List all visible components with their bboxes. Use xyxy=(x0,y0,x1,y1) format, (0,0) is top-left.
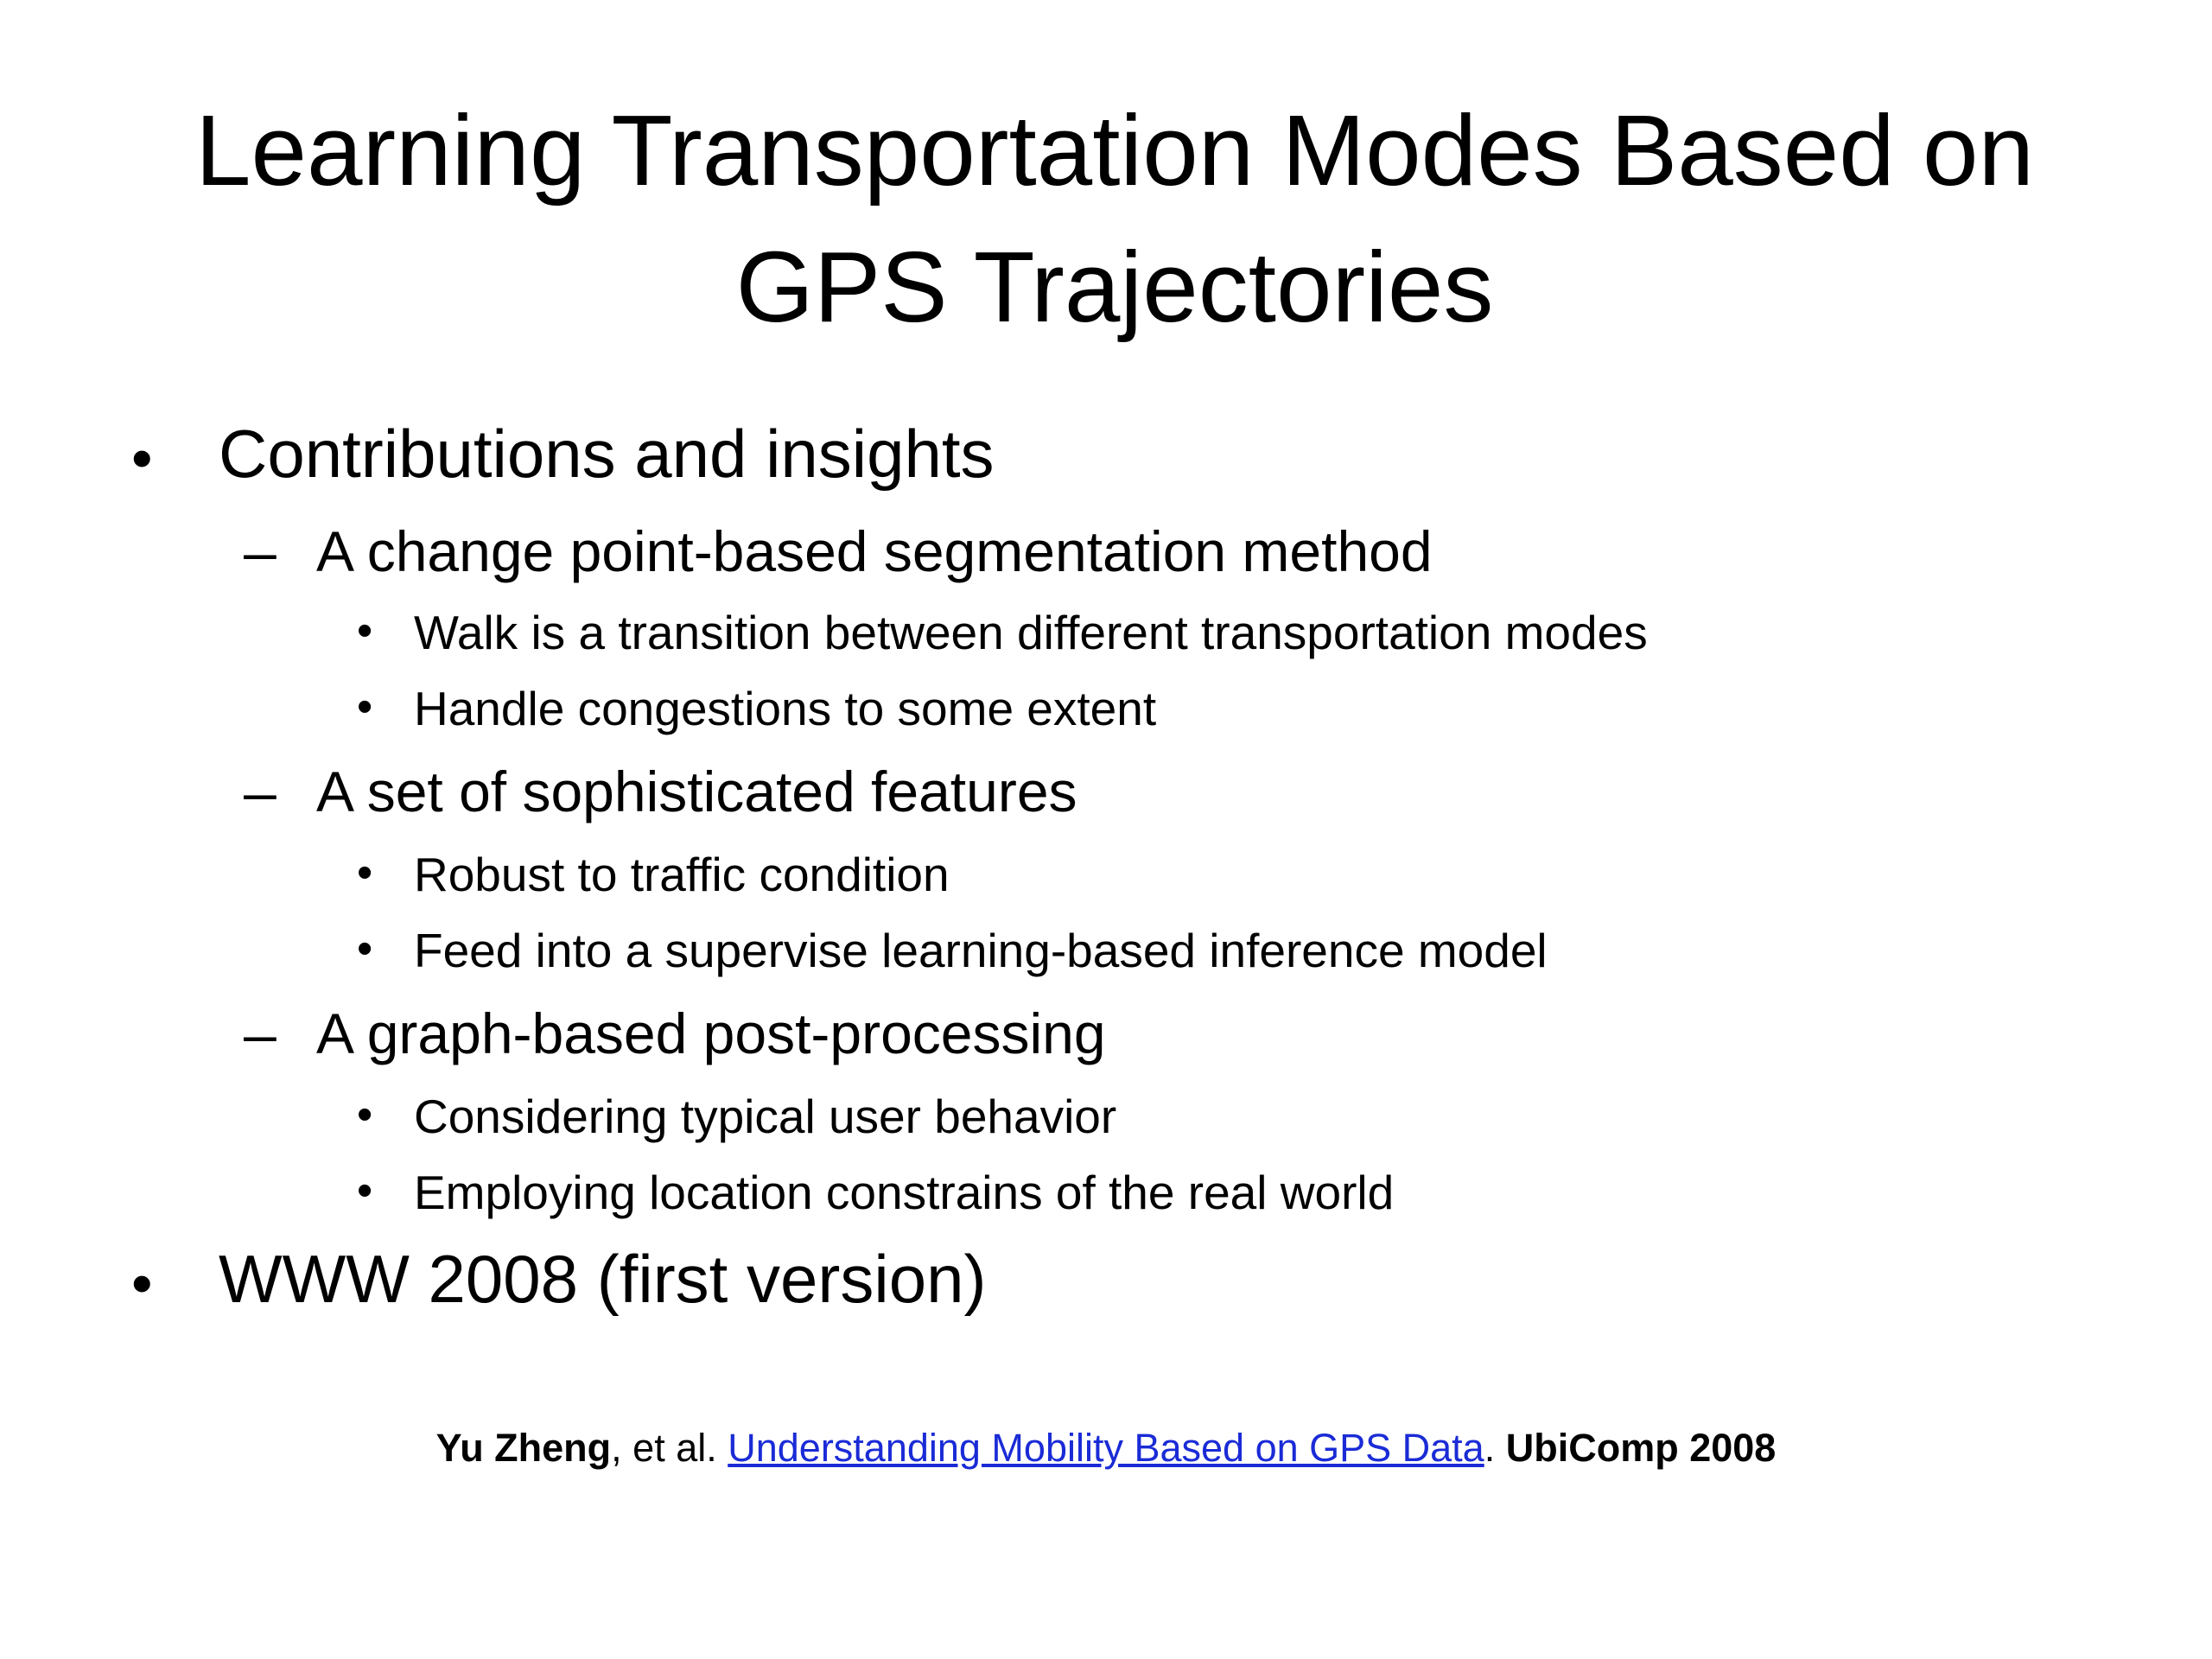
bullet-text: Walk is a transition between different transportation modes xyxy=(414,606,1648,659)
citation-separator: . xyxy=(1484,1426,1506,1470)
citation-venue: UbiComp 2008 xyxy=(1505,1426,1777,1470)
bullet-marker: • xyxy=(357,1166,373,1216)
citation xyxy=(0,1426,2212,1471)
bullet-text: Employing location constrains of the real world xyxy=(414,1166,1395,1219)
bullet-text: A graph-based post-processing xyxy=(316,1001,1106,1065)
bullet-marker: • xyxy=(357,1090,373,1140)
bullet-text: A set of sophisticated features xyxy=(316,760,1077,823)
bullet-marker: • xyxy=(357,682,373,732)
dash-marker: – xyxy=(244,1001,276,1067)
dash-marker: – xyxy=(244,760,276,825)
citation-author: Yu Zheng xyxy=(435,1426,612,1470)
bullet-text: A change point-based segmentation method xyxy=(316,519,1433,583)
bullet-text: Robust to traffic condition xyxy=(414,848,950,901)
bullet-text: Contributions and insights xyxy=(219,416,995,492)
bullet-marker: • xyxy=(131,424,153,492)
bullet-text: WWW 2008 (first version) xyxy=(219,1241,987,1317)
citation-link[interactable]: Understanding Mobility Based on GPS Data xyxy=(728,1426,1484,1470)
dash-marker: – xyxy=(244,519,276,585)
bullet-text: Feed into a supervise learning-based inference model xyxy=(414,924,1548,977)
bullet-marker: • xyxy=(131,1249,153,1317)
bullet-text: Handle congestions to some extent xyxy=(414,682,1157,735)
bullet-marker: • xyxy=(357,924,373,974)
bullet-marker: • xyxy=(357,848,373,898)
bullet-text: Considering typical user behavior xyxy=(414,1090,1117,1143)
citation-etal: , et al. xyxy=(611,1426,728,1470)
bullet-marker: • xyxy=(357,606,373,656)
slide-title: Learning Transportation Modes Based on GPS Trajectories xyxy=(194,94,2035,343)
